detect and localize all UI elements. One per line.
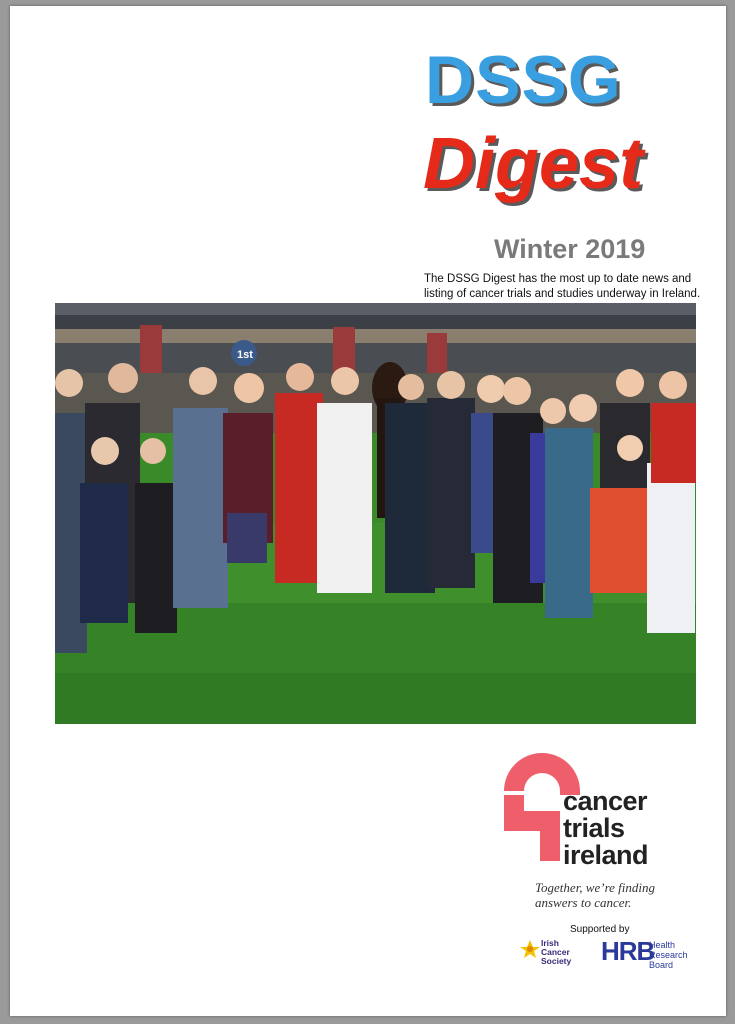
grandstand-sign: 1st bbox=[237, 349, 253, 361]
issue-label: Winter 2019 bbox=[494, 234, 646, 264]
logo-tagline bbox=[535, 880, 705, 910]
title-digest: Digest bbox=[423, 124, 644, 204]
cover-photo bbox=[55, 303, 696, 724]
ics-line-1: Irish bbox=[541, 938, 559, 948]
ics-line-2: Cancer bbox=[541, 947, 570, 957]
intro-text: The DSSG Digest has the most up to date news and listing of cancer trials and studies underway in Ireland. bbox=[424, 273, 701, 300]
logo-word-ireland: ireland bbox=[563, 840, 649, 870]
logo-word-trials: trials bbox=[563, 813, 625, 843]
title-dssg: DSSG bbox=[425, 42, 622, 118]
ics-line-3: Society bbox=[541, 956, 572, 966]
cancer-trials-ireland-wordmark bbox=[563, 788, 648, 869]
hrb-mark: HRB bbox=[601, 936, 655, 966]
hrb-line-2: Research bbox=[649, 950, 688, 960]
tagline-line-2: answers to cancer. bbox=[535, 895, 632, 910]
hrb-line-1: Health bbox=[649, 940, 676, 950]
cover-photo-illustration bbox=[55, 303, 696, 724]
digest-cover-page bbox=[10, 6, 726, 1016]
irish-cancer-society-logo bbox=[541, 939, 571, 966]
tagline-line-1: Together, we’re finding bbox=[535, 880, 656, 895]
logo-word-cancer: cancer bbox=[563, 786, 648, 816]
supported-by-label: Supported by bbox=[570, 924, 630, 935]
hrb-line-3: Board bbox=[649, 960, 674, 970]
health-research-board-name bbox=[649, 940, 688, 970]
hrb-logo bbox=[601, 938, 654, 964]
